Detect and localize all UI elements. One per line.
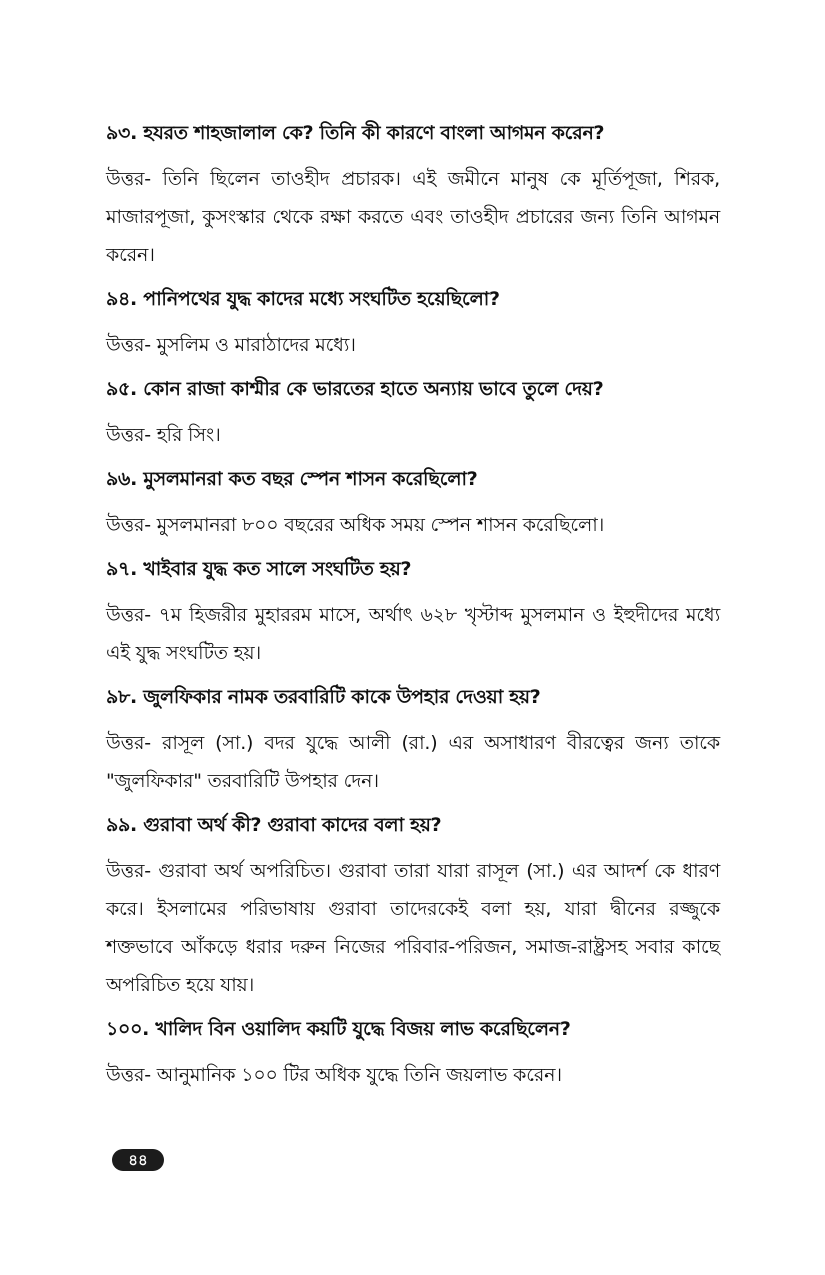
question-94: ৯৪. পানিপথের যুদ্ধ কাদের মধ্যে সংঘটিত হয়েছিলো?	[106, 288, 500, 310]
answer-99: উত্তর- গুরাবা অর্থ অপরিচিত। গুরাবা তারা যারা রাসূল (সা.) এর আদর্শ কে ধারণ করে। ইসলামের পরিভাষায় গুরাবা তাদেরকেই বলা হয়, যারা দ্বীনের রজ্জুকে শক্তভাবে আঁকড়ে ধরার দরুন নিজের পরিবার-পরিজন, সমাজ-রাষ্ট্রসহ সবার কাছে অপরিচিত হয়ে যায়।	[106, 860, 720, 996]
answer-95: উত্তর- হরি সিং।	[106, 424, 221, 446]
qa-item-100	[106, 1014, 720, 1094]
answer-97: উত্তর- ৭ম হিজরীর মুহাররম মাসে, অর্থাৎ ৬২৮ খৃস্টাব্দ মুসলমান ও ইহুদীদের মধ্যে এই যুদ্ধ সংঘটিত হয়।	[106, 604, 720, 664]
question-93: ৯৩. হযরত শাহজালাল কে? তিনি কী কারণে বাংলা আগমন করেন?	[106, 122, 605, 144]
qa-item-96	[106, 464, 720, 544]
qa-list	[106, 118, 720, 1104]
qa-item-98	[106, 682, 720, 800]
answer-100: উত্তর- আনুমানিক ১০০ টির অধিক যুদ্ধে তিনি জয়লাভ করেন।	[106, 1064, 562, 1086]
page-number-badge: ৪৪	[112, 1149, 164, 1171]
qa-item-94	[106, 284, 720, 364]
qa-item-99	[106, 810, 720, 1004]
answer-93: উত্তর- তিনি ছিলেন তাওহীদ প্রচারক। এই জমীনে মানুষ কে মূর্তিপূজা, শিরক, মাজারপূজা, কুসংস্কার থেকে রক্ষা করতে এবং তাওহীদ প্রচারের জন্য তিনি আগমন করেন।	[106, 168, 720, 266]
qa-item-97	[106, 554, 720, 672]
qa-item-93	[106, 118, 720, 274]
answer-98: উত্তর- রাসূল (সা.) বদর যুদ্ধে আলী (রা.) এর অসাধারণ বীরত্বের জন্য তাকে "জুলফিকার" তরবারিটি উপহার দেন।	[106, 732, 720, 792]
question-95: ৯৫. কোন রাজা কাশ্মীর কে ভারতের হাতে অন্যায় ভাবে তুলে দেয়?	[106, 378, 604, 400]
question-100: ১০০. খালিদ বিন ওয়ালিদ কয়টি যুদ্ধে বিজয় লাভ করেছিলেন?	[106, 1018, 571, 1040]
question-98: ৯৮. জুলফিকার নামক তরবারিটি কাকে উপহার দেওয়া হয়?	[106, 686, 541, 708]
answer-96: উত্তর- মুসলমানরা ৮০০ বছরের অধিক সময় স্পেন শাসন করেছিলো।	[106, 514, 605, 536]
answer-94: উত্তর- মুসলিম ও মারাঠাদের মধ্যে।	[106, 334, 356, 356]
question-97: ৯৭. খাইবার যুদ্ধ কত সালে সংঘটিত হয়?	[106, 558, 412, 580]
question-99: ৯৯. গুরাবা অর্থ কী? গুরাবা কাদের বলা হয়?	[106, 814, 442, 836]
question-96: ৯৬. মুসলমানরা কত বছর স্পেন শাসন করেছিলো?	[106, 468, 478, 490]
qa-item-95	[106, 374, 720, 454]
